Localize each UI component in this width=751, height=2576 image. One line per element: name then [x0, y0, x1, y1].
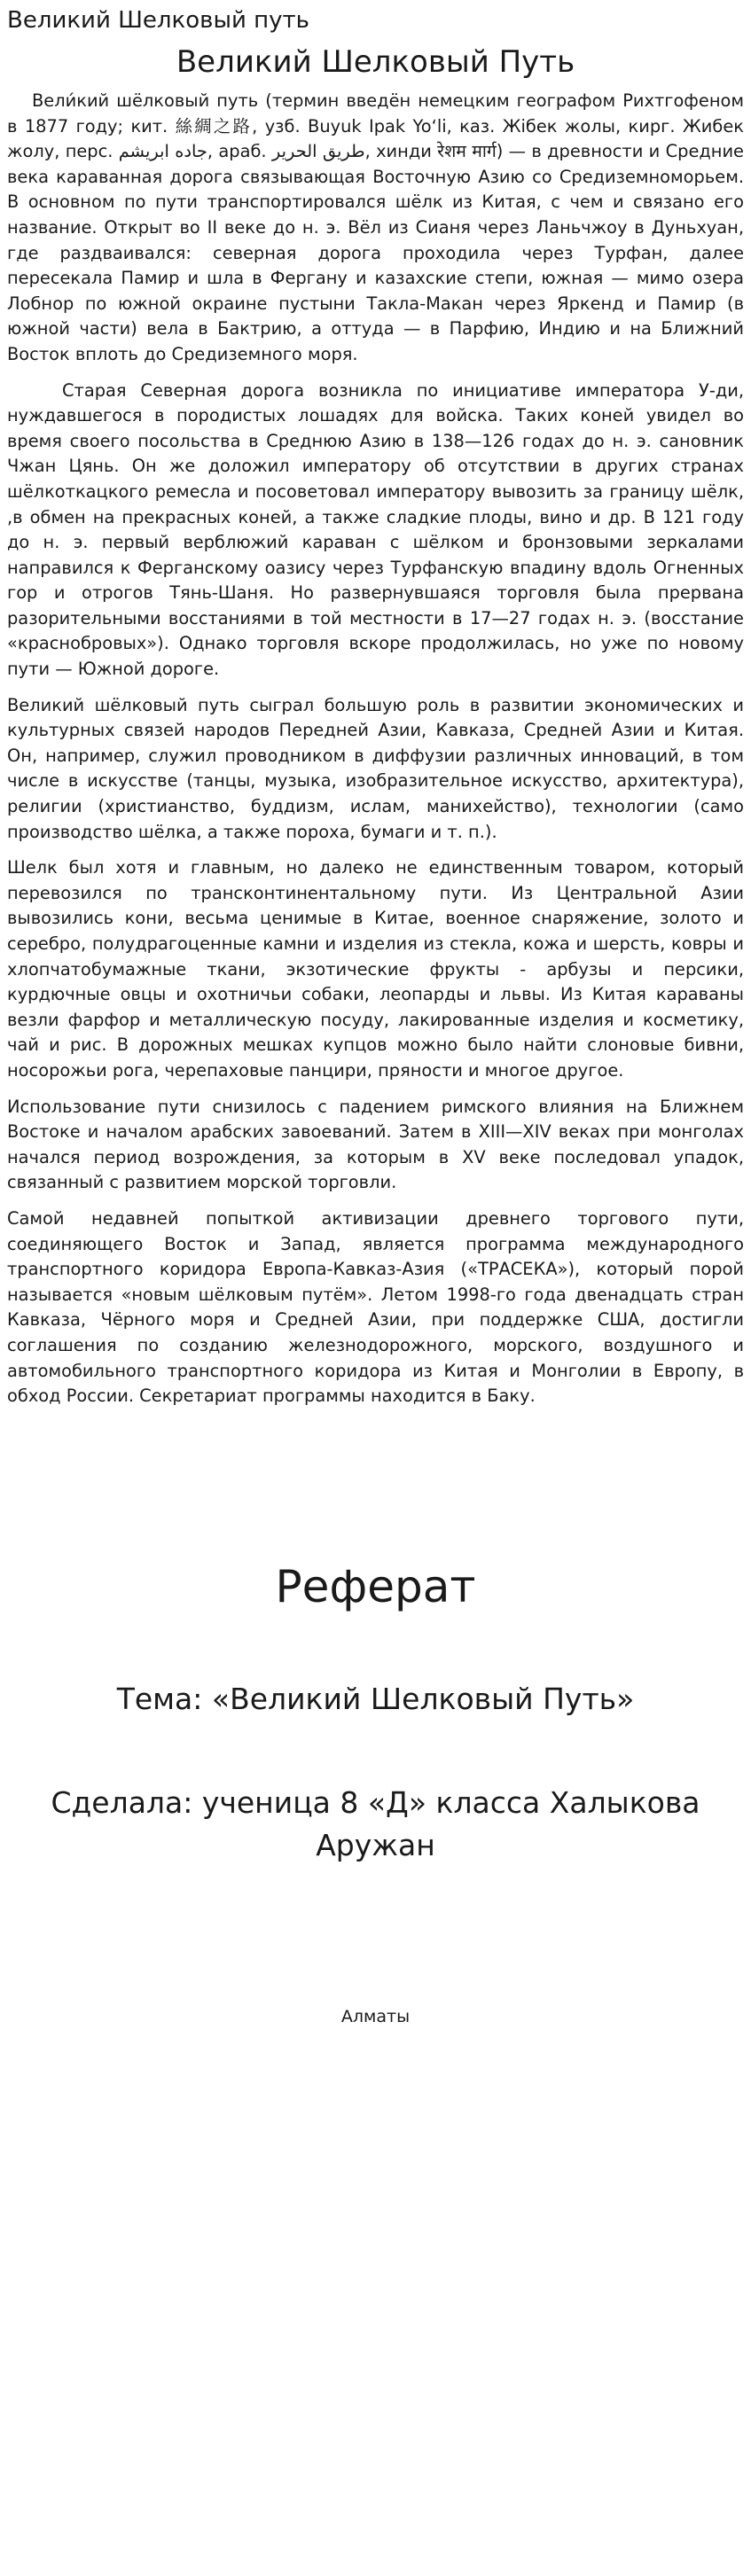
cover-title: Реферат [275, 1561, 476, 1612]
cover-city: Алматы [340, 2007, 411, 2026]
paragraph-goods: Шелк был хотя и главным, но далеко не единственным товаром, который перевозился по трансконтинентальному пути. Из Центральной Азии вывозились кони, весьма ценимые в Китае, военное снаряжение, золото и серебро, полудрагоценные камни и изделия из стекла, кожа и шерсть, ковры и хлопчатобумажные ткани, экзотические фрукты - арбузы и персики, курдючные овцы и охотничьи собаки, леопарды и львы. Из Китая караваны везли фарфор и металлическую посуду, лакированные изделия и косметику, чай и рис. В дорожных мешках купцов можно было найти слоновые бивни, носорожьи рога, черепаховые панцири, пряности и многое другое. [7, 857, 744, 1081]
cover-topic: Тема: «Великий Шелковый Путь» [116, 1682, 635, 1716]
cover-author: Сделала: ученица 8 «Д» класса Халыкова Аружан [51, 1785, 700, 1862]
window-title: Великий Шелковый путь [7, 7, 310, 34]
paragraph-significance: Великий шёлковый путь сыграл большую роль в развитии экономических и культурных связей народов Передней Азии, Кавказа, Средней Азии и Китая. Он, например, служил проводником в диффузии различных инноваций, в том числе в искусстве (танцы, музыка, изобразительное искусство, архитектура), религии (христианство, буддизм, ислам, манихейство), технологии (само производство шёлка, а также пороха, бумаги и т. п.). [7, 694, 744, 842]
paragraph-traceca: Самой недавней попыткой активизации древнего торгового пути, соединяющего Восток и Запад, является программа международного транспортного коридора Европа-Кавказ-Азия («ТРАСЕКА»), который порой называется «новым шёлковым путём». Летом 1998-го года двенадцать стран Кавказа, Чёрного моря и Средней Азии, при поддержке США, достигли соглашения по созданию железнодорожного, морского, воздушного и автомобильного транспортного коридора из Китая и Монголии в Европу, в обход России. Секретариат программы находится в Баку. [7, 1207, 744, 1407]
paragraph-northern-road: Старая Северная дорога возникла по инициативе императора У-ди, нуждавшегося в породистых лошадях для войска. Таких коней увидел во время своего посольства в Среднюю Азию в 138—126 годах до н. э. сановник Чжан Цянь. Он же доложил императору об отсутствии в других странах шёлкоткацкого ремесла и посоветовал императору вывозить за границу шёлк, ,в обмен на прекрасных коней, а также сладкие плоды, вино и др. В 121 году до н. э. первый верблюжий караван с шёлком и бронзовыми зеркалами направился к Ферганскому оазису через Турфанскую впадину вдоль Огненных гор и отрогов Тянь-Шаня. Но развернувшаяся торговля была прервана разорительными восстаниями в той местности в 17—27 годах н. э. (восстание «краснобровых»). Однако торговля вскоре продолжилась, но уже по новому пути — Южной дороге. [7, 379, 744, 680]
article-body [7, 89, 744, 1420]
paragraph-decline: Использование пути снизилось с падением римского влияния на Ближнем Востоке и началом арабских завоеваний. Затем в XIII—XIV веках при монголах начался период возрождения, за которым в XV веке последовал упадок, связанный с развитием морской торговли. [7, 1096, 744, 1193]
paragraph-intro: Вели́кий шёлковый путь (термин введён немецким географом Рихтгофеном в 1877 году; кит. 絲綢之路, узб. Buyuk Ipak Yoʻli, каз. Жібек жолы, кирг. Жибек жолу, перс. جاده ابریشم, араб. طريق الحرير, хинди रेशम मार्ग) — в древности и Средние века караванная дорога связывающая Восточную Азию со Средиземноморьем. В основном по пути транспортировался шёлк из Китая, с чем и связано его название. Открыт во II веке до н. э. Вёл из Сианя через Ланьчжоу в Дуньхуан, где раздваивался: северная дорога проходила через Турфан, далее пересекала Памир и шла в Фергану и казахские степи, южная — мимо озера Лобнор по южной окраине пустыни Такла-Макан через Яркенд и Памир (в южной части) вела в Бактрию, а оттуда — в Парфию, Индию и на Ближний Восток вплоть до Средиземного моря. [7, 90, 744, 364]
document-title: Великий Шелковый Путь [176, 44, 575, 80]
